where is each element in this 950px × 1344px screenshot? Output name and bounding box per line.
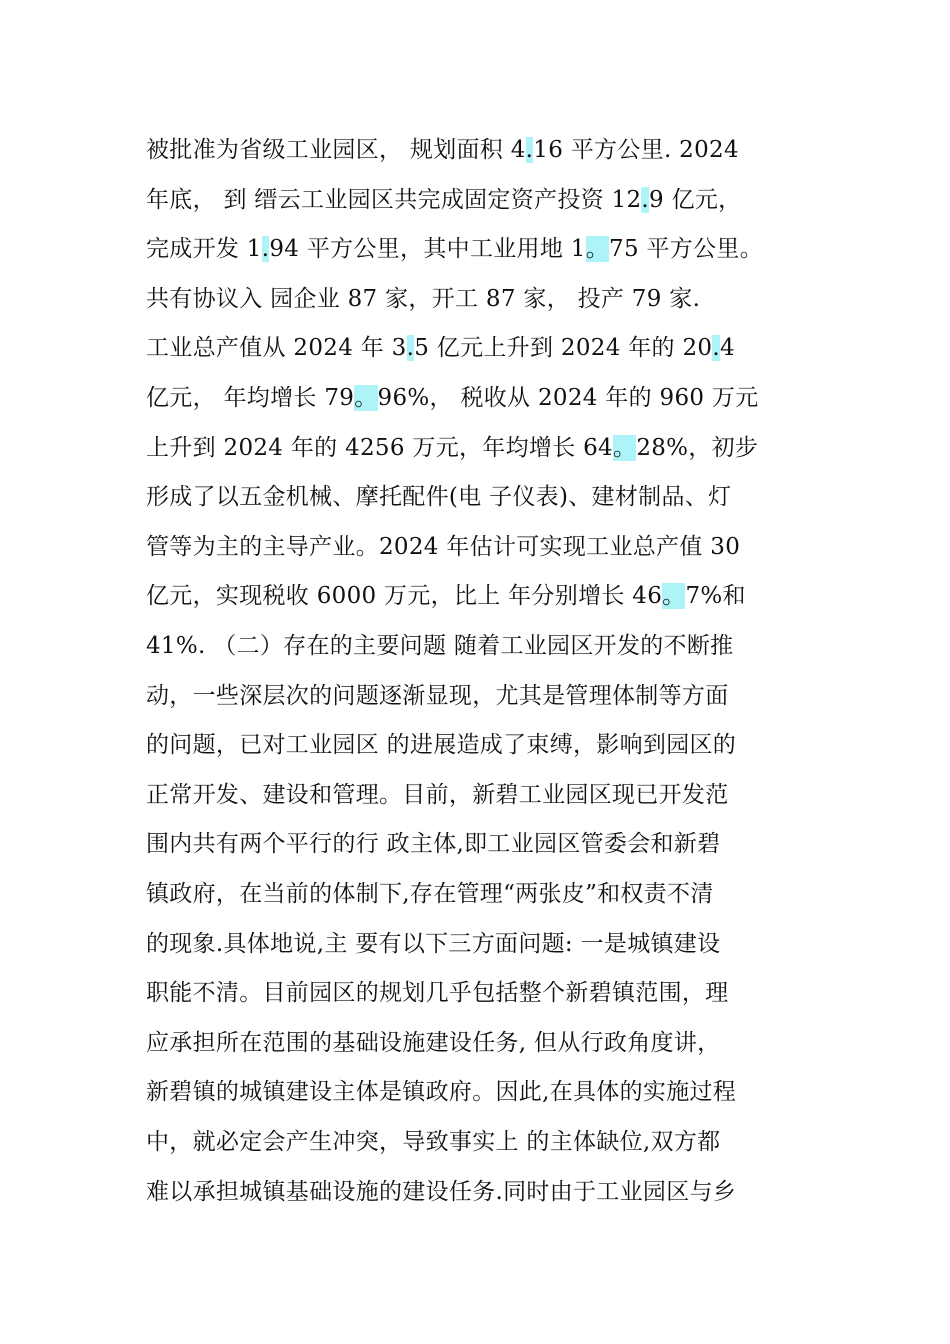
text-segment: 难以承担城镇基础设施的建设任务.同时由于工业园区与乡: [146, 1178, 737, 1205]
text-segment: 上升到 2024 年的 4256 万元，年均增长 64: [146, 434, 613, 461]
text-line: [146, 1023, 846, 1063]
text-line: [146, 428, 846, 468]
text-segment: 被批准为省级工业园区， 规划面积 4: [146, 137, 526, 163]
text-segment: 中，就必定会产生冲突，导致事实上 的主体缺位,双方都: [146, 1129, 721, 1155]
text-segment: 亿元，实现税收 6000 万元，比上 年分别增长 46: [146, 583, 663, 610]
text-segment: 亿元， 年均增长 79: [146, 385, 355, 411]
highlighted-text: .: [261, 236, 270, 263]
text-line: [146, 576, 846, 616]
highlighted-text: 。: [585, 236, 610, 263]
text-line: [146, 328, 846, 368]
text-line: [146, 378, 846, 418]
text-line: [146, 130, 846, 170]
text-segment: 形成了以五金机械、摩托配件(电 子仪表)、建材制品、灯: [146, 484, 732, 511]
highlighted-text: 。: [354, 385, 378, 411]
text-line: [146, 1072, 846, 1112]
text-line: [146, 1122, 846, 1162]
text-segment: 管等为主的主导产业。2024 年估计可实现工业总产值 30: [146, 533, 741, 560]
text-line: [146, 775, 846, 815]
text-segment: 正常开发、建设和管理。目前，新碧工业园区现已开发范: [146, 781, 729, 808]
text-segment: 完成开发 1: [146, 236, 262, 263]
text-segment: 新碧镇的城镇建设主体是镇政府。因此,在具体的实施过程: [146, 1079, 737, 1106]
text-line: [146, 477, 846, 517]
text-segment: 的现象.具体地说,主 要有以下三方面问题: 一是城镇建设: [146, 930, 721, 957]
text-segment: 职能不清。目前园区的规划几乎包括整个新碧镇范围，理: [146, 980, 729, 1007]
text-line: [146, 874, 846, 914]
highlighted-text: .: [712, 335, 720, 362]
text-segment: 28%，初步: [636, 434, 759, 461]
text-line: [146, 676, 846, 716]
text-segment: 年底， 到 缙云工业园区共完成固定资产投资 12: [146, 186, 642, 213]
text-segment: 4: [719, 335, 735, 362]
highlighted-text: 。: [613, 434, 637, 461]
text-segment: 94 平方公里，其中工业用地 1: [269, 236, 586, 263]
text-segment: 41%. （二）存在的主要问题 随着工业园区开发的不断推: [146, 633, 734, 659]
text-segment: 围内共有两个平行的行 政主体,即工业园区管委会和新碧: [146, 831, 721, 858]
text-segment: 75 平方公里。: [609, 236, 763, 263]
text-segment: 5 亿元上升到 2024 年的 20: [414, 335, 713, 362]
text-segment: 的问题，已对工业园区 的进展造成了束缚，影响到园区的: [146, 732, 737, 759]
text-segment: 7%和: [685, 583, 746, 610]
text-line: [146, 626, 846, 666]
text-segment: 动，一些深层次的问题逐渐显现，尤其是管理体制等方面: [146, 682, 729, 709]
text-line: [146, 725, 846, 765]
text-segment: 镇政府，在当前的体制下,存在管理“两张皮”和权责不清: [146, 881, 714, 907]
text-line: [146, 180, 846, 220]
text-segment: 共有协议入 园企业 87 家，开工 87 家， 投产 79 家.: [146, 285, 701, 312]
text-segment: 16 平方公里. 2024: [533, 137, 739, 163]
text-line: [146, 1172, 846, 1212]
text-segment: 应承担所在范围的基础设施建设任务, 但从行政角度讲，: [146, 1029, 721, 1056]
text-segment: 9 亿元，: [649, 186, 742, 213]
text-line: [146, 279, 846, 319]
text-line: [146, 924, 846, 964]
text-segment: 96%， 税收从 2024 年的 960 万元: [377, 385, 759, 411]
text-line: [146, 229, 846, 269]
text-line: [146, 527, 846, 567]
text-line: [146, 973, 846, 1013]
text-segment: 工业总产值从 2024 年 3: [146, 335, 407, 362]
highlighted-text: .: [525, 137, 534, 163]
highlighted-text: 。: [662, 583, 686, 610]
highlighted-text: .: [641, 186, 650, 213]
text-line: [146, 824, 846, 864]
highlighted-text: .: [406, 335, 415, 362]
